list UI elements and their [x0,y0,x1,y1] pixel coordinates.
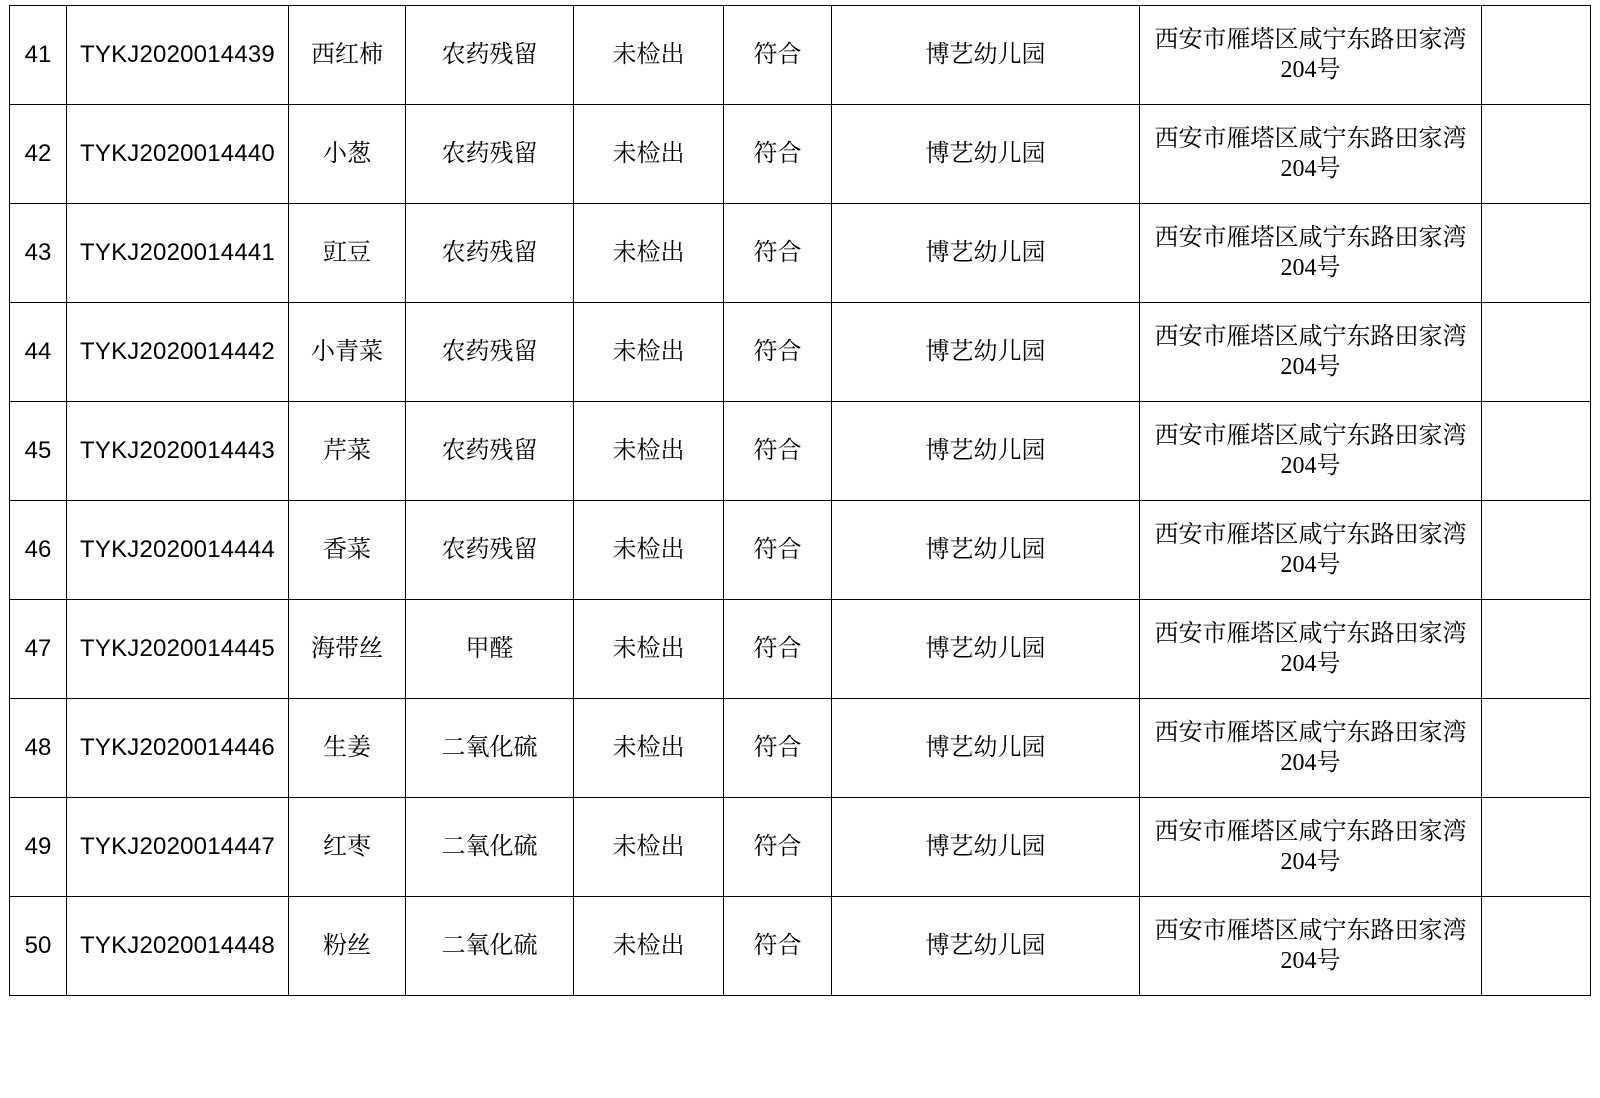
cell-sample-name: 小葱 [289,105,406,204]
cell-sample-name: 生姜 [289,699,406,798]
cell-test-item: 农药残留 [406,501,574,600]
cell-sample-code: TYKJ2020014441 [67,204,289,303]
cell-index: 50 [10,897,67,996]
cell-remark [1482,798,1591,897]
table-row [10,699,1591,798]
cell-remark [1482,699,1591,798]
cell-sample-code: TYKJ2020014448 [67,897,289,996]
cell-test-result: 未检出 [574,402,724,501]
table-row [10,6,1591,105]
cell-test-item: 农药残留 [406,105,574,204]
cell-sample-name: 海带丝 [289,600,406,699]
cell-address: 西安市雁塔区咸宁东路田家湾204号 [1140,105,1482,204]
cell-conclusion: 符合 [724,6,832,105]
cell-test-result: 未检出 [574,699,724,798]
cell-index: 42 [10,105,67,204]
cell-sample-code: TYKJ2020014442 [67,303,289,402]
cell-address: 西安市雁塔区咸宁东路田家湾204号 [1140,303,1482,402]
cell-sample-name: 红枣 [289,798,406,897]
cell-test-item: 二氧化硫 [406,798,574,897]
cell-test-item: 农药残留 [406,6,574,105]
cell-unit: 博艺幼儿园 [832,402,1140,501]
cell-remark [1482,600,1591,699]
table-row [10,303,1591,402]
table-row [10,402,1591,501]
cell-sample-name: 西红柿 [289,6,406,105]
cell-sample-code: TYKJ2020014443 [67,402,289,501]
cell-remark [1482,897,1591,996]
cell-address: 西安市雁塔区咸宁东路田家湾204号 [1140,798,1482,897]
cell-unit: 博艺幼儿园 [832,6,1140,105]
cell-sample-name: 粉丝 [289,897,406,996]
cell-unit: 博艺幼儿园 [832,303,1140,402]
cell-test-item: 农药残留 [406,303,574,402]
cell-test-result: 未检出 [574,897,724,996]
document-page [0,5,1600,1098]
cell-unit: 博艺幼儿园 [832,600,1140,699]
table-row [10,798,1591,897]
cell-conclusion: 符合 [724,105,832,204]
cell-sample-name: 香菜 [289,501,406,600]
cell-test-result: 未检出 [574,204,724,303]
cell-unit: 博艺幼儿园 [832,699,1140,798]
cell-test-result: 未检出 [574,798,724,897]
cell-sample-code: TYKJ2020014446 [67,699,289,798]
table-row [10,105,1591,204]
cell-test-item: 二氧化硫 [406,699,574,798]
cell-index: 47 [10,600,67,699]
cell-index: 49 [10,798,67,897]
table-row [10,600,1591,699]
cell-remark [1482,6,1591,105]
cell-sample-code: TYKJ2020014440 [67,105,289,204]
cell-test-item: 农药残留 [406,402,574,501]
cell-remark [1482,402,1591,501]
inspection-results-table [9,5,1591,996]
cell-test-result: 未检出 [574,303,724,402]
table-row [10,501,1591,600]
cell-remark [1482,501,1591,600]
cell-address: 西安市雁塔区咸宁东路田家湾204号 [1140,897,1482,996]
cell-conclusion: 符合 [724,798,832,897]
cell-conclusion: 符合 [724,600,832,699]
cell-remark [1482,204,1591,303]
cell-sample-code: TYKJ2020014444 [67,501,289,600]
cell-conclusion: 符合 [724,897,832,996]
cell-index: 41 [10,6,67,105]
cell-test-item: 农药残留 [406,204,574,303]
cell-sample-name: 芹菜 [289,402,406,501]
cell-index: 44 [10,303,67,402]
cell-index: 43 [10,204,67,303]
cell-address: 西安市雁塔区咸宁东路田家湾204号 [1140,699,1482,798]
cell-unit: 博艺幼儿园 [832,105,1140,204]
table-body [10,6,1591,996]
cell-conclusion: 符合 [724,303,832,402]
cell-address: 西安市雁塔区咸宁东路田家湾204号 [1140,600,1482,699]
cell-sample-name: 豇豆 [289,204,406,303]
table-row [10,897,1591,996]
cell-index: 45 [10,402,67,501]
cell-conclusion: 符合 [724,699,832,798]
cell-address: 西安市雁塔区咸宁东路田家湾204号 [1140,402,1482,501]
cell-conclusion: 符合 [724,402,832,501]
cell-test-result: 未检出 [574,501,724,600]
cell-address: 西安市雁塔区咸宁东路田家湾204号 [1140,501,1482,600]
cell-unit: 博艺幼儿园 [832,501,1140,600]
cell-unit: 博艺幼儿园 [832,798,1140,897]
cell-sample-code: TYKJ2020014439 [67,6,289,105]
cell-address: 西安市雁塔区咸宁东路田家湾204号 [1140,6,1482,105]
cell-test-result: 未检出 [574,105,724,204]
cell-index: 48 [10,699,67,798]
cell-remark [1482,303,1591,402]
cell-address: 西安市雁塔区咸宁东路田家湾204号 [1140,204,1482,303]
cell-test-result: 未检出 [574,6,724,105]
cell-test-item: 甲醛 [406,600,574,699]
table-row [10,204,1591,303]
cell-remark [1482,105,1591,204]
cell-conclusion: 符合 [724,501,832,600]
cell-test-item: 二氧化硫 [406,897,574,996]
cell-test-result: 未检出 [574,600,724,699]
cell-conclusion: 符合 [724,204,832,303]
cell-sample-code: TYKJ2020014447 [67,798,289,897]
cell-sample-code: TYKJ2020014445 [67,600,289,699]
cell-unit: 博艺幼儿园 [832,204,1140,303]
cell-sample-name: 小青菜 [289,303,406,402]
cell-index: 46 [10,501,67,600]
cell-unit: 博艺幼儿园 [832,897,1140,996]
